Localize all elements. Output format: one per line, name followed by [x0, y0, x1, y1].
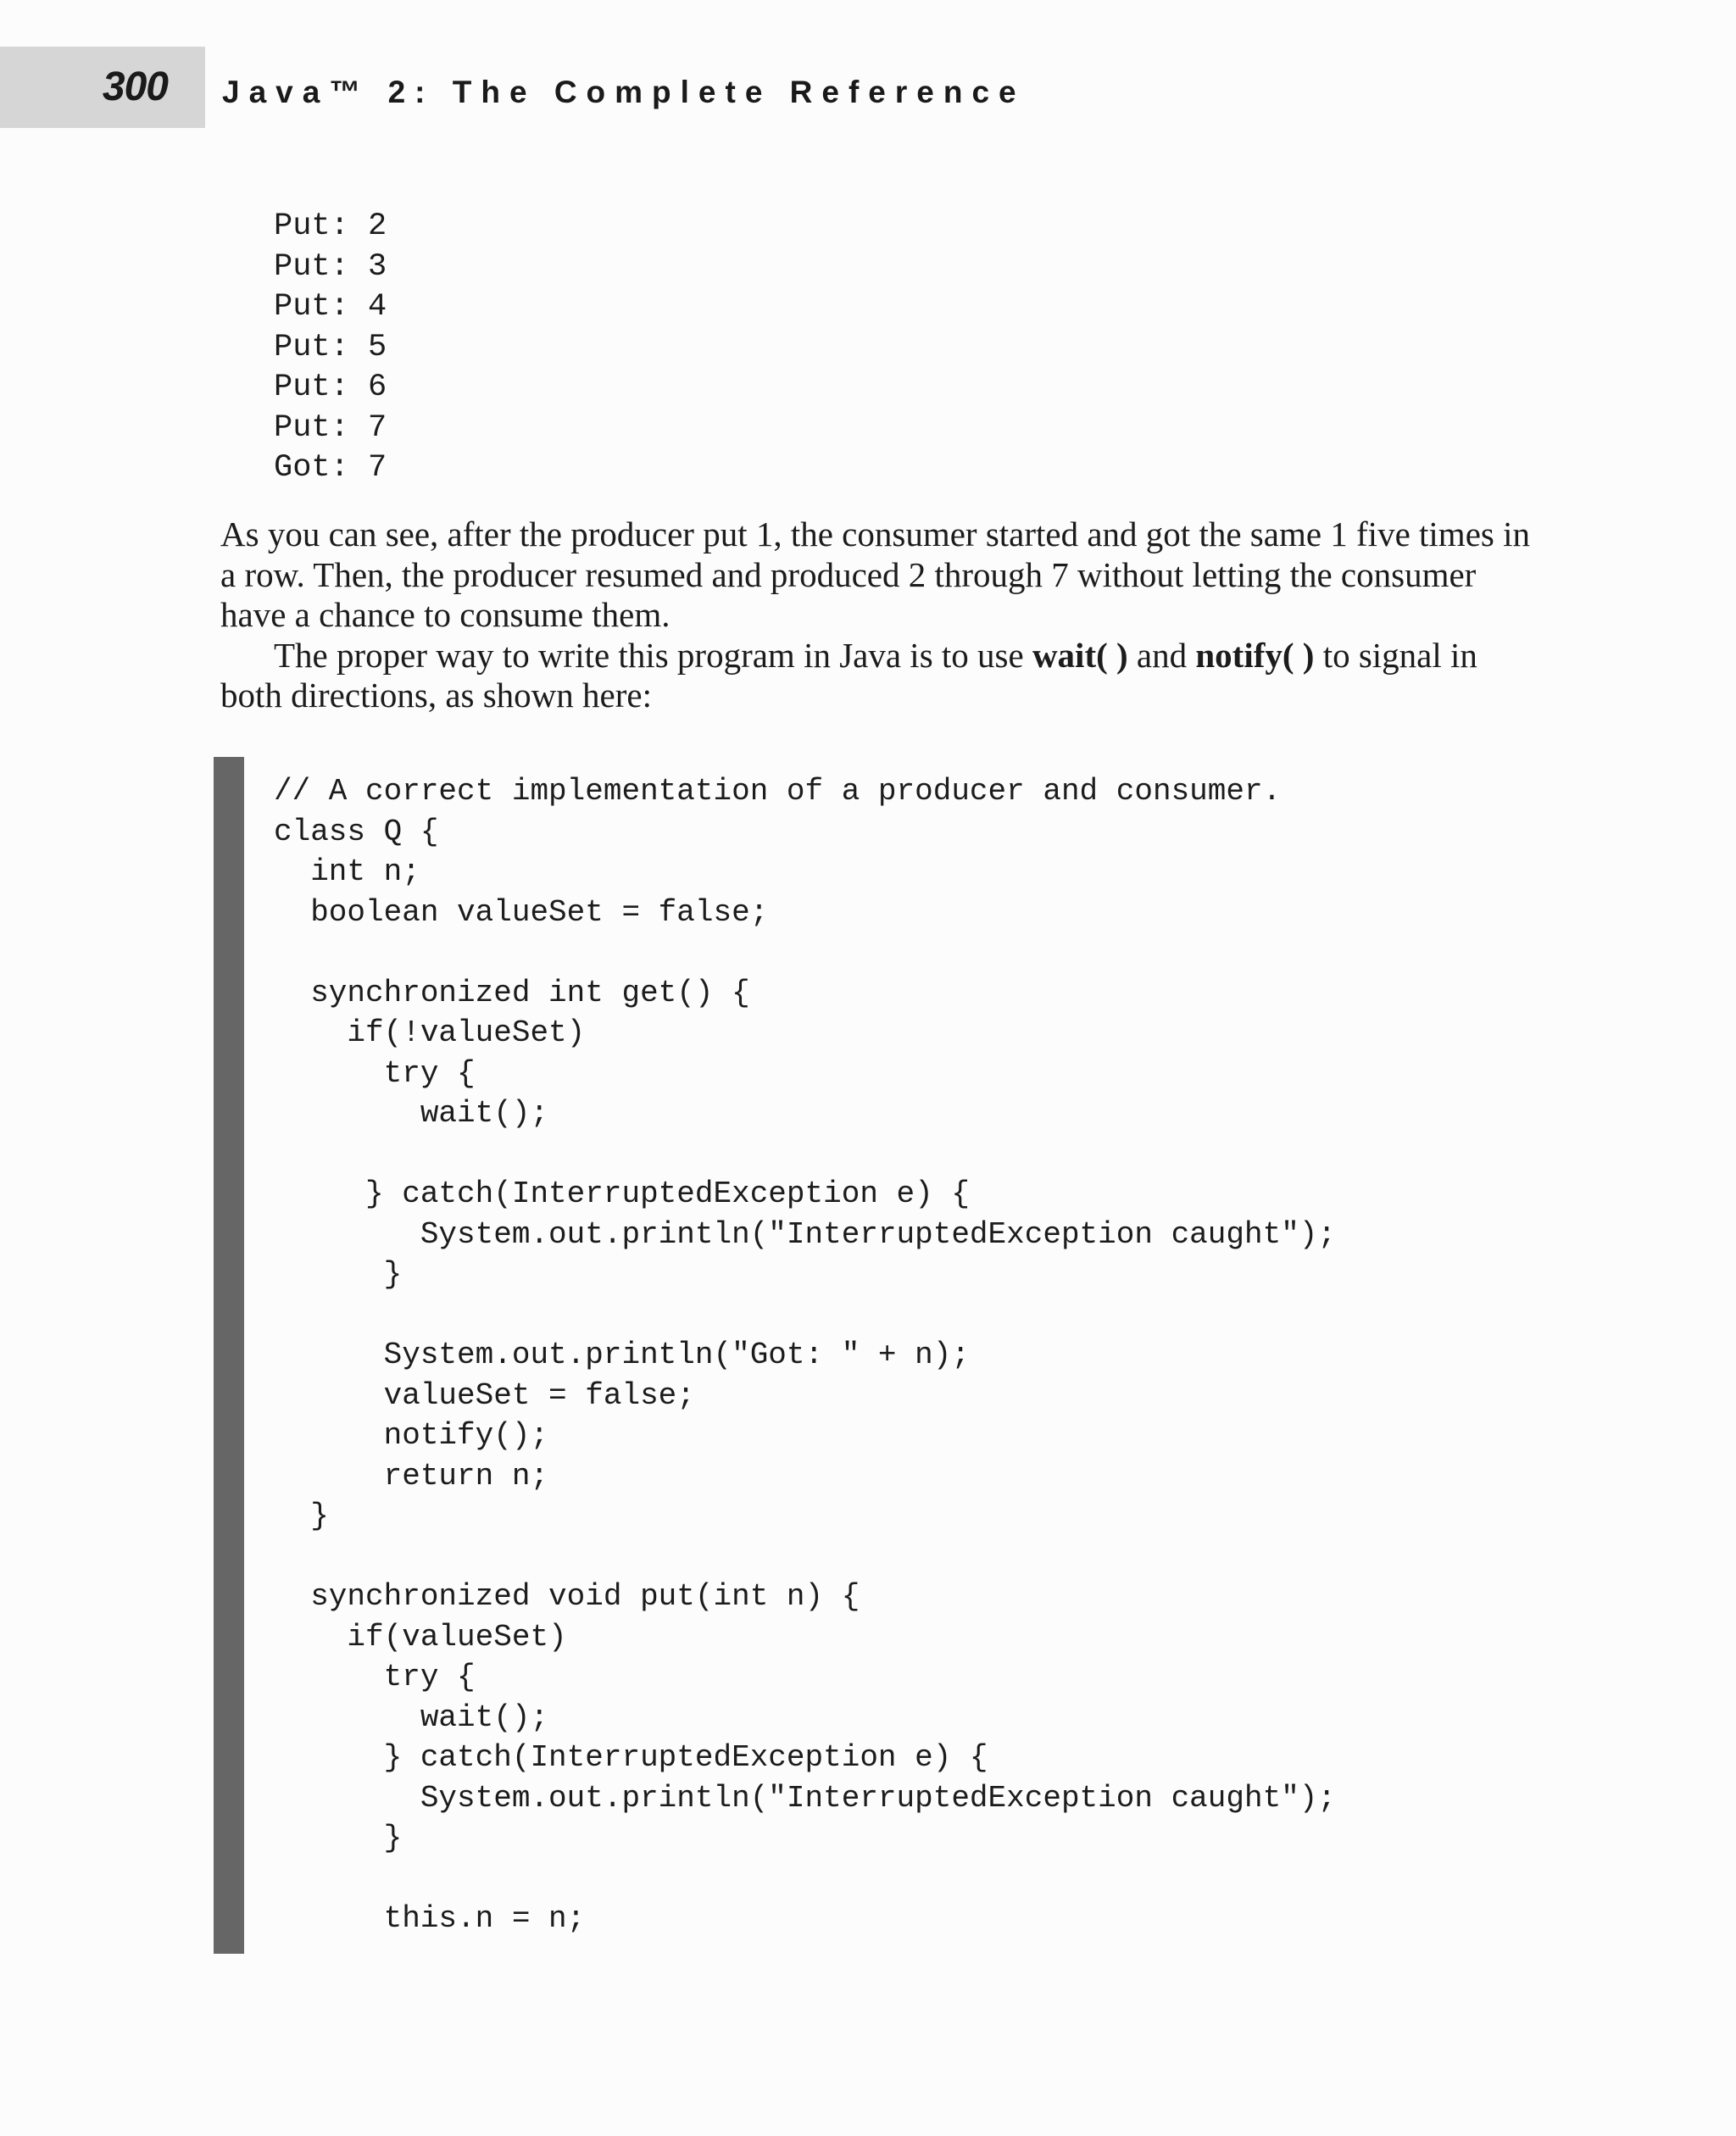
- body-paragraph-2: [220, 636, 1530, 716]
- page-number-box: [0, 47, 205, 128]
- code-line: try {: [274, 1055, 476, 1091]
- body-text: [220, 515, 1530, 716]
- code-listing: [274, 771, 1336, 1939]
- code-line: [274, 1295, 1336, 1336]
- code-line: System.out.println("InterruptedException caught");: [274, 1780, 1337, 1816]
- code-line: System.out.println("Got: " + n);: [274, 1338, 970, 1372]
- output-line: Got: 7: [274, 450, 387, 486]
- code-line: wait();: [274, 1096, 549, 1131]
- running-head: Java™ 2: The Complete Reference: [222, 75, 1026, 109]
- code-line: this.n = n;: [274, 1901, 586, 1936]
- code-line: }: [274, 1499, 329, 1533]
- code-line: wait();: [274, 1699, 549, 1735]
- code-line: synchronized int get() {: [274, 975, 750, 1010]
- code-line: synchronized void put(int n) {: [274, 1579, 860, 1614]
- code-line: boolean valueSet = false;: [274, 894, 769, 930]
- program-output: [274, 207, 387, 489]
- code-line: }: [274, 1821, 403, 1855]
- code-line: [274, 1134, 1336, 1175]
- code-line: if(!valueSet): [274, 1015, 586, 1050]
- output-line: Put: 6: [274, 370, 387, 405]
- code-line: valueSet = false;: [274, 1377, 695, 1413]
- code-line: }: [274, 1257, 403, 1292]
- paragraph-2-end: to signal in both directions, as shown here:: [220, 635, 1477, 715]
- code-line: int n;: [274, 854, 420, 889]
- code-line: } catch(InterruptedException e) {: [274, 1176, 970, 1211]
- wait-method-name: wait( ): [1032, 635, 1128, 675]
- code-line: // A correct implementation of a producer and consumer.: [274, 774, 1282, 809]
- code-line: [274, 932, 1336, 973]
- output-line: Put: 7: [274, 409, 387, 446]
- paragraph-2-start: The proper way to write this program in Java is to use: [274, 635, 1032, 675]
- body-paragraph-1: As you can see, after the producer put 1, the consumer started and got the same 1 five times in a row. Then, the producer resumed and produced 2 through 7 without letting the consumer have a chance to consume them.: [220, 515, 1530, 634]
- code-line: System.out.println("InterruptedException caught");: [274, 1216, 1337, 1252]
- code-line: notify();: [274, 1418, 549, 1453]
- output-line: Put: 5: [274, 329, 387, 365]
- code-line: return n;: [274, 1458, 549, 1494]
- code-line: [274, 1537, 1336, 1577]
- code-line: } catch(InterruptedException e) {: [274, 1740, 988, 1775]
- code-line: [274, 1859, 1336, 1900]
- code-line: if(valueSet): [274, 1619, 567, 1655]
- paragraph-2-mid: and: [1127, 635, 1196, 675]
- notify-method-name: notify( ): [1195, 635, 1315, 675]
- output-line: Put: 2: [274, 209, 387, 244]
- code-line: try {: [274, 1660, 476, 1694]
- code-listing-bar: [214, 757, 244, 1954]
- output-line: Put: 3: [274, 248, 387, 285]
- output-line: Put: 4: [274, 289, 387, 325]
- page-number: 300: [102, 64, 168, 109]
- code-line: class Q {: [274, 814, 439, 849]
